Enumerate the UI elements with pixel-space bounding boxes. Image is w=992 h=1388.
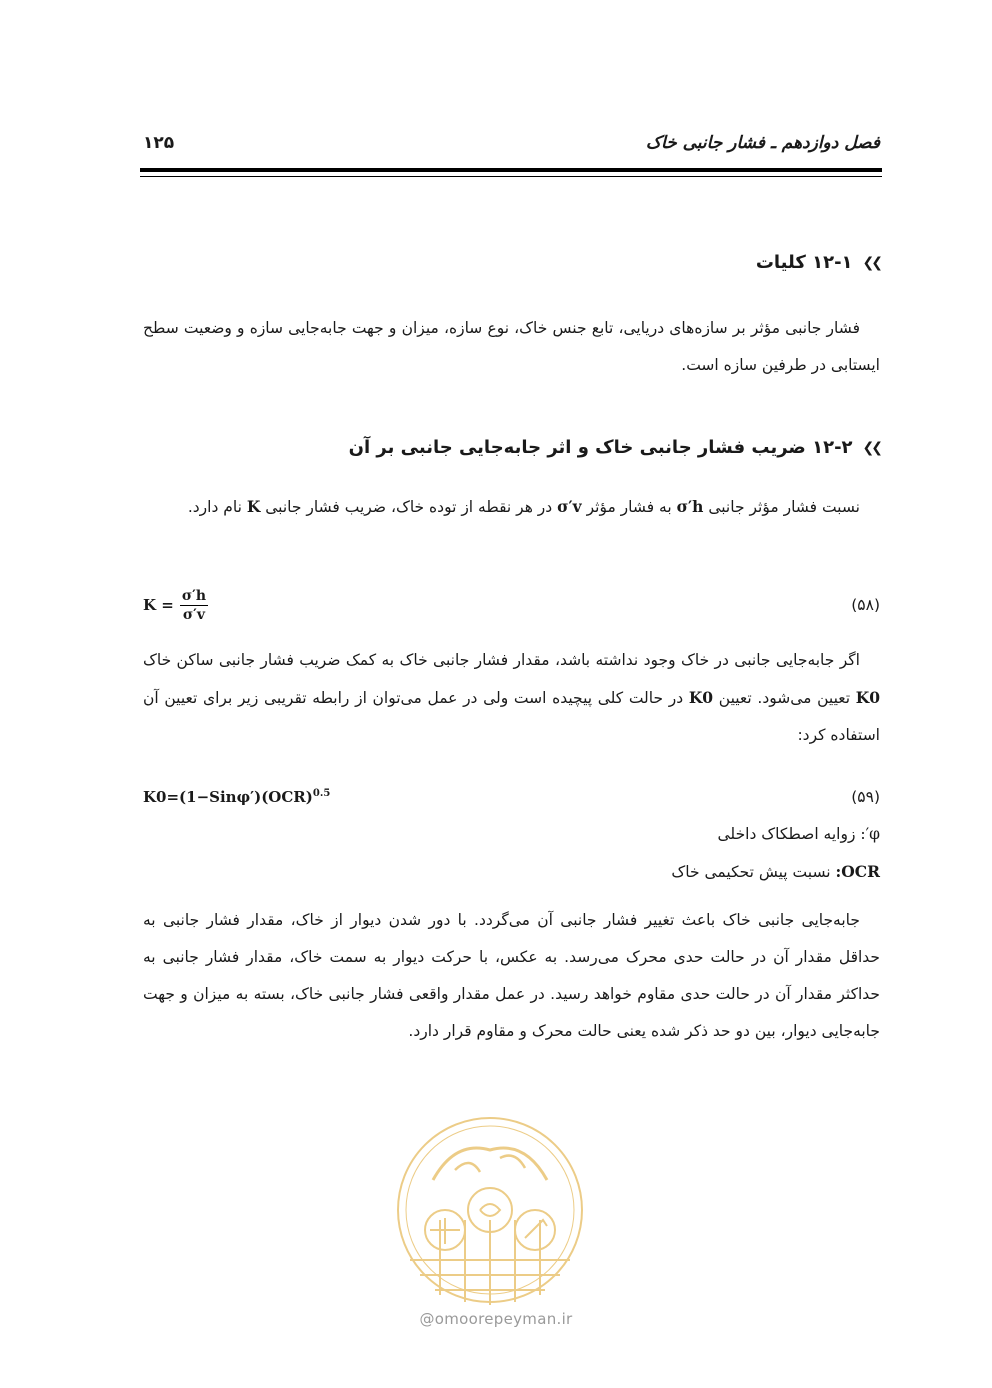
section-heading-text: ۱۲-۱ کلیات <box>755 252 853 273</box>
definition-text: نسبت پیش تحکیمی خاک <box>671 863 836 881</box>
fraction <box>180 588 208 623</box>
text-run: در هر نقطه از توده خاک، ضریب فشار جانبی <box>260 498 558 516</box>
equation-number: (۵۸) <box>851 596 880 614</box>
symbol-k0: K0 <box>855 688 880 707</box>
paragraph <box>143 642 880 754</box>
equation-formula <box>143 588 208 623</box>
equation-formula <box>143 788 330 806</box>
equation-lhs: K = <box>143 596 174 614</box>
fraction-denominator: σ′v <box>182 606 205 623</box>
section-2-para-2 <box>143 642 880 754</box>
header-rule-thick <box>140 168 882 172</box>
section-heading <box>143 437 880 458</box>
symbol-k0: K0 <box>688 688 714 707</box>
definition-term: OCR: <box>835 862 880 881</box>
running-header <box>143 128 880 158</box>
equation-number: (۵۹) <box>851 788 880 806</box>
definition-term: φ′: <box>860 825 880 843</box>
paragraph <box>143 488 880 526</box>
header-rule-thin <box>140 176 882 177</box>
section-heading <box>143 252 880 273</box>
text-run: نام دارد. <box>187 498 247 516</box>
double-chevron-icon: ❯❯ <box>862 439 880 456</box>
section-2-para-1 <box>143 488 880 526</box>
omoor-peyman-logo <box>385 1110 595 1310</box>
paragraph: فشار جانبی مؤثر بر سازه‌های دریایی، تابع جنس خاک، نوع سازه، میزان و جهت جابه‌جایی سازه و وضعیت سطح ایستابی در طرفین سازه است. <box>143 319 880 374</box>
fraction-numerator: σ′h <box>181 587 207 604</box>
text-run: به فشار مؤثر <box>581 498 677 516</box>
equation-text: K0=(1−Sinφ′)(OCR) <box>143 788 313 806</box>
section-1-body <box>143 310 880 384</box>
page-number: ۱۲۵ <box>143 133 175 153</box>
equation-body <box>143 788 330 806</box>
section-2-heading-block <box>143 437 880 458</box>
section-1-heading-block <box>143 252 880 273</box>
equation-exponent: 0.5 <box>312 788 331 799</box>
equation-59 <box>143 772 880 822</box>
paragraph: جابه‌جایی جانبی خاک باعث تغییر فشار جانبی آن می‌گردد. با دور شدن دیوار از خاک، مقدار فشار جانبی به حداقل مقدار آن در حالت حدی محرک می‌رسد. به عکس، با حرکت دیوار به سمت خاک، مقدار فشار جانبی به حداکثر مقدار آن در حالت حدی مقاوم خواهد رسید. در عمل مقدار واقعی فشار جانبی خاک، بسته به میزان و جهت جابه‌جایی دیوار، بین دو حد ذکر شده یعنی حالت محرک و مقاوم قرار دارد. <box>143 911 880 1040</box>
double-chevron-icon: ❯❯ <box>862 254 880 271</box>
watermark-caption: @omoorepeyman.ir <box>419 1310 573 1328</box>
definition-phi <box>143 816 880 853</box>
symbol-sigma-v: σ′v <box>557 497 582 516</box>
equation-58 <box>143 580 880 630</box>
text-run: تعیین می‌شود. تعیین <box>713 689 856 707</box>
chapter-title: فصل دوازدهم ـ فشار جانبی خاک <box>645 133 880 153</box>
text-run: نسبت فشار مؤثر جانبی <box>703 498 860 516</box>
text-run: در حالت کلی پیچیده است ولی در عمل می‌توان از رابطه تقریبی زیر برای تعیین آن استفاده کرد: <box>143 689 880 744</box>
definition-text: زوایه اصطکاک داخلی <box>717 825 861 843</box>
definitions <box>143 816 880 891</box>
text-run: اگر جابه‌جایی جانبی در خاک وجود نداشته باشد، مقدار فشار جانبی خاک به کمک ضریب فشار جانبی ساکن خاک <box>143 651 860 669</box>
section-heading-text: ۱۲-۲ ضریب فشار جانبی خاک و اثر جابه‌جایی جانبی بر آن <box>348 437 853 458</box>
section-2-para-3 <box>143 902 880 1050</box>
symbol-sigma-h: σ′h <box>676 497 704 516</box>
definition-ocr <box>143 853 880 891</box>
symbol-k: K <box>246 497 261 516</box>
